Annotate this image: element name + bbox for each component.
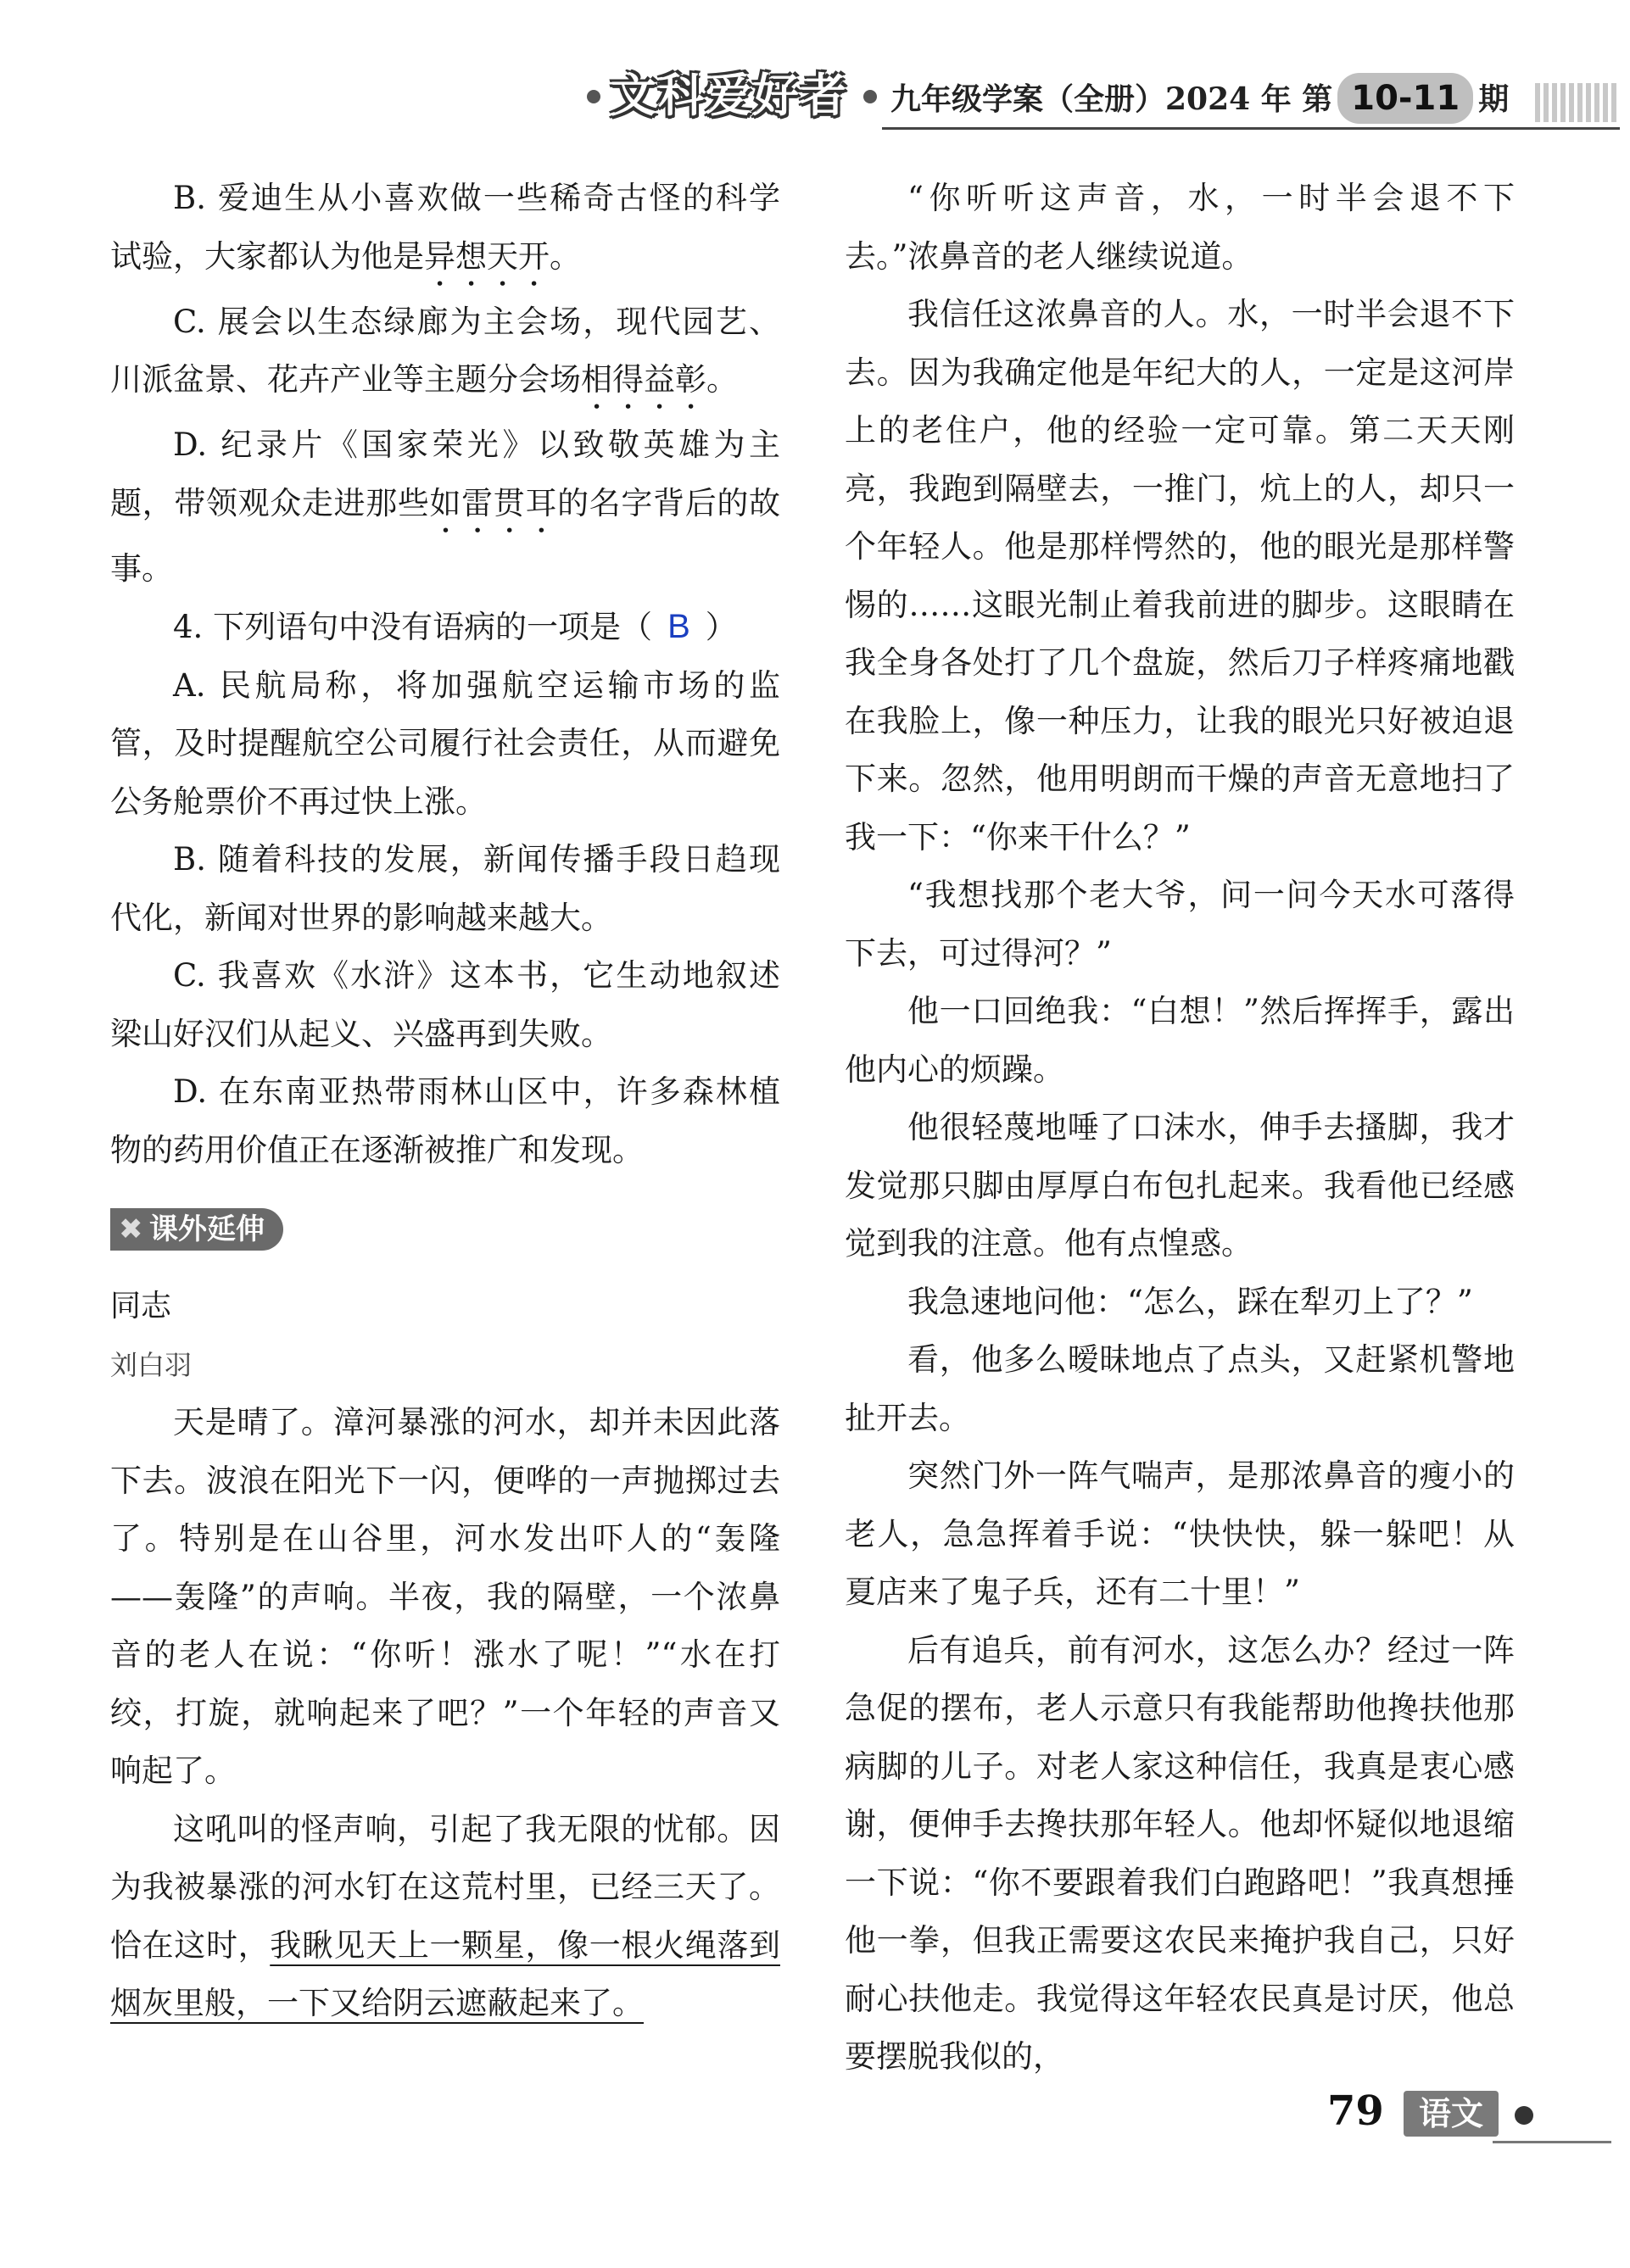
q3-option-b: B. 爱迪生从小喜欢做一些稀奇古怪的科学试验，大家都认为他是异想天开。: [110, 180, 780, 275]
q4-answer: B: [667, 608, 690, 645]
publication-name: 九年级学案（全册）2024 年 第: [890, 81, 1333, 117]
bullet-dot-icon: [1515, 2106, 1533, 2125]
issue-badge: 10-11: [1337, 73, 1473, 124]
marked-phrase: 异想天开: [424, 237, 550, 275]
header-stripes: [1535, 83, 1620, 122]
page-number: 79: [1327, 2087, 1384, 2135]
article-paragraph: 我信任这浓鼻音的人。水，一时半会退不下去。因为我确定他是年纪大的人，一定是这河岸上的老住户，他的经验一定可靠。第二天天刚亮，我跑到隔壁去，一推门，炕上的人，却只一个年轻人。他是那样愕然的，他的眼光是那样警惕的……这眼光制止着我前进的脚步。这眼睛在我全身各处打了几个盘旋，然后刀子样疼痛地戳在我脸上，像一种压力，让我的眼光只好被迫退下来。忽然，他用明朗而干燥的声音无意地扫了我一下：“你来干什么？”: [845, 296, 1515, 855]
article-paragraph: 后有追兵，前有河水，这怎么办？经过一阵急促的摆布，老人示意只有我能帮助他搀扶他那病脚的儿子。对老人家这种信任，我真是衷心感谢，便伸手去搀扶那年轻人。他却怀疑似地退缩一下说：“你不要跟着我们白跑路吧！”我真想捶他一拳，但我正需要这农民来掩护我自己，只好耐心扶他走。我觉得这年轻农民真是讨厌，他总要摆脱我似的，: [845, 1631, 1515, 2075]
article-paragraph: 他一口回绝我：“白想！”然后挥挥手，露出他内心的烦躁。: [845, 993, 1515, 1088]
bullet-dot-icon: [863, 90, 877, 103]
q4-option-b: B. 随着科技的发展，新闻传播手段日趋现代化，新闻对世界的影响越来越大。: [110, 841, 780, 936]
q4-option-a: A. 民航局称，将加强航空运输市场的监管，及时提醒航空公司履行社会责任，从而避免公务舱票价不再过快上涨。: [110, 666, 780, 820]
q3-option-c: C. 展会以生态绿廊为主会场，现代园艺、川派盆景、花卉产业等主题分会场相得益彰。: [110, 303, 780, 398]
q4-option-d: D. 在东南亚热带雨林山区中，许多森林植物的药用价值正在逐渐被推广和发现。: [110, 1073, 780, 1168]
article-author: 刘白羽: [110, 1348, 193, 1381]
header-rule: [882, 127, 1620, 130]
left-column: [110, 170, 780, 2033]
bullet-dot-icon: [587, 90, 600, 103]
q4-stem: 4. 下列语句中没有语病的一项是（ B ）: [173, 608, 737, 645]
footer-rule: [1493, 2141, 1611, 2143]
section-tag: ✖ 课外延伸: [110, 1208, 283, 1251]
marked-phrase: 相得益彰: [581, 361, 706, 398]
marked-phrase: 如雷贯耳: [429, 484, 558, 521]
article-title: 同志: [110, 1289, 172, 1323]
brand-logo: 文科爱好者: [611, 69, 848, 122]
article-paragraph: 我急速地问他：“怎么，踩在犁刃上了？”: [907, 1283, 1473, 1320]
subject-badge: 语文: [1404, 2091, 1499, 2137]
q3-option-d: D. 纪录片《国家荣光》以致敬英雄为主题，带领观众走进那些如雷贯耳的名字背后的故事。: [110, 426, 781, 587]
right-column: [845, 170, 1515, 2087]
issue-suffix: 期: [1478, 81, 1510, 117]
article-paragraph: 突然门外一阵气喘声，是那浓鼻音的瘦小的老人，急急挥着手说：“快快快，躲一躲吧！从夏店来了鬼子兵，还有二十里！”: [845, 1457, 1515, 1610]
article-paragraph: 天是晴了。漳河暴涨的河水，却并未因此落下去。波浪在阳光下一闪，便哗的一声抛掷过去了。特别是在山谷里，河水发出吓人的“轰隆——轰隆”的声响。半夜，我的隔壁，一个浓鼻音的老人在说：“你听！涨水了呢！”“水在打绞，打旋，就响起来了吧？”一个年轻的声音又响起了。: [110, 1404, 780, 1789]
article-paragraph: 这吼叫的怪声响，引起了我无限的忧郁。因为我被暴涨的河水钉在这荒村里，已经三天了。恰在这时，我瞅见天上一颗星，像一根火绳落到烟灰里般，一下又给阴云遮蔽起来了。: [110, 1810, 780, 2021]
publication-info: [890, 73, 1509, 124]
section-marker-icon: ✖: [119, 1212, 143, 1246]
article-paragraph: “你听听这声音，水，一时半会退不下去。”浓鼻音的老人继续说道。: [845, 180, 1515, 275]
article-paragraph: 他很轻蔑地唾了口沫水，伸手去搔脚，我才发觉那只脚由厚厚白布包扎起来。我看他已经感觉到我的注意。他有点惶惑。: [845, 1109, 1515, 1262]
article-paragraph: “我想找那个老大爷，问一问今天水可落得下去，可过得河？”: [845, 877, 1515, 972]
article-paragraph: 看，他多么暧昧地点了点头，又赶紧机警地扯开去。: [845, 1341, 1515, 1436]
q4-option-c: C. 我喜欢《水浒》这本书，它生动地叙述梁山好汉们从起义、兴盛再到失败。: [110, 957, 780, 1052]
underlined-sentence: 我瞅见天上一颗星，像一根火绳落到烟灰里般，一下又给阴云遮蔽起来了。: [110, 1926, 780, 2021]
